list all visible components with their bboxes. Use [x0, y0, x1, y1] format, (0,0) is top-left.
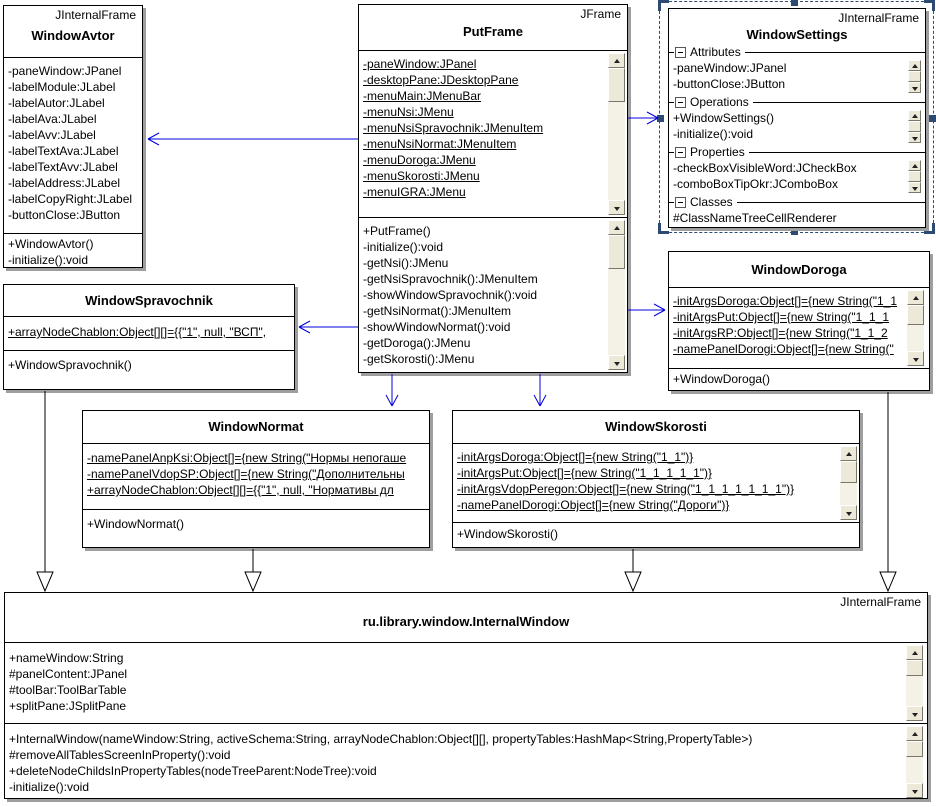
- method-row: +InternalWindow(nameWindow:String, activeSchema:String, arrayNodeChablon:Object[][], propertyTables:HashMap<String,PropertyTable>): [9, 732, 753, 746]
- class-box-internalwindow[interactable]: [4, 592, 928, 799]
- attribute-row: -menuNsiSpravochnik:JMenuItem: [363, 121, 544, 135]
- attribute-row: -menuIGRA:JMenu: [363, 185, 466, 199]
- generalization-windowspravochnik-to-internalwindow[interactable]: [37, 391, 53, 591]
- scroll-thumb[interactable]: [608, 235, 625, 269]
- scroll-thumb[interactable]: [908, 121, 921, 132]
- class-title: WindowNormat: [208, 419, 304, 434]
- scroll-thumb[interactable]: [907, 305, 924, 325]
- selection-handle-top[interactable]: [791, 0, 798, 6]
- attribute-row: -paneWindow:JPanel: [673, 61, 787, 75]
- dependency-arrow-putframe-to-windowsettings[interactable]: [628, 112, 658, 124]
- attribute-row: -desktopPane:JDesktopPane: [363, 73, 519, 87]
- scroll-up-button[interactable]: [608, 220, 625, 235]
- method-row: +WindowAvtor(): [8, 237, 94, 251]
- scroll-up-button[interactable]: [908, 160, 921, 171]
- attribute-row: -initArgsRP:Object[]={new String("1_1_2: [673, 326, 888, 340]
- scroll-down-button[interactable]: [908, 132, 921, 143]
- scroll-down-button[interactable]: [906, 783, 923, 798]
- scroll-up-button[interactable]: [908, 60, 921, 71]
- attribute-row: -menuDoroga:JMenu: [363, 153, 476, 167]
- attribute-row: -menuSkorosti:JMenu: [363, 169, 480, 183]
- scroll-track[interactable]: [840, 483, 857, 505]
- attribute-row: -initArgsDoroga:Object[]={new String("1_1")}: [457, 450, 694, 464]
- attribute-row: -labelTextAvv:JLabel: [8, 160, 118, 174]
- class-title: WindowSettings: [746, 27, 848, 42]
- collapse-minus-icon[interactable]: [675, 47, 686, 58]
- attribute-row: -paneWindow:JPanel: [363, 57, 477, 71]
- vertical-scrollbar[interactable]: [908, 60, 921, 92]
- attribute-row: -menuNsi:JMenu: [363, 105, 454, 119]
- attribute-row: +splitPane:JSplitPane: [9, 699, 127, 713]
- dependency-arrow-putframe-to-windowspravochnik[interactable]: [299, 321, 358, 333]
- attribute-row: -namePanelDorogi:Object[]={new String("Дороги")}: [457, 498, 730, 512]
- method-row: -showWindowSpravochnik():void: [363, 288, 538, 302]
- method-row: +WindowSpravochnik(): [8, 358, 132, 372]
- method-row: +PutFrame(): [363, 224, 431, 238]
- vertical-scrollbar[interactable]: [608, 53, 625, 215]
- method-row: -initialize():void: [673, 127, 754, 141]
- attribute-row: -menuNsiNormat:JMenuItem: [363, 137, 517, 151]
- generalization-windownormat-to-internalwindow[interactable]: [245, 549, 261, 591]
- attribute-row: +nameWindow:String: [9, 651, 124, 665]
- class-box-windownormat[interactable]: [82, 410, 430, 548]
- tree-section-header-attributes: [669, 44, 925, 60]
- tree-section-header-operations: [669, 94, 925, 110]
- attribute-row: -labelAutor:JLabel: [8, 96, 105, 110]
- attribute-row: -labelModule:JLabel: [8, 80, 116, 94]
- class-title: ru.library.window.InternalWindow: [362, 614, 570, 629]
- attribute-row: -labelCopyRight:JLabel: [8, 192, 133, 206]
- collapse-minus-icon[interactable]: [675, 97, 686, 108]
- tree-section-header-classes: [669, 194, 925, 210]
- attribute-row: -buttonClose:JButton: [673, 77, 786, 91]
- section-label: Classes: [690, 195, 733, 209]
- stereotype-label: JInternalFrame: [55, 8, 136, 22]
- class-title: WindowDoroga: [751, 261, 847, 277]
- scroll-thumb[interactable]: [840, 461, 857, 483]
- generalization-windowskorosti-to-internalwindow[interactable]: [625, 549, 641, 591]
- attribute-row: -paneWindow:JPanel: [8, 64, 122, 78]
- scroll-down-button[interactable]: [608, 200, 625, 215]
- attribute-row: -namePanelVdopSP:Object[]={new String("Дополнительны: [87, 467, 405, 481]
- attribute-row: -initArgsPut:Object[]={new String("1_1_1: [673, 310, 890, 324]
- class-box-windowspravochnik[interactable]: [3, 284, 295, 390]
- attribute-row: -initArgsPut:Object[]={new String("1_1_1_1_1")}: [457, 466, 712, 480]
- vertical-scrollbar[interactable]: [608, 220, 625, 370]
- property-row: -checkBoxVisibleWord:JCheckBox: [673, 161, 857, 175]
- collapse-minus-icon[interactable]: [675, 147, 686, 158]
- attribute-row: -labelAddress:JLabel: [8, 176, 121, 190]
- method-row: -initialize():void: [9, 780, 90, 794]
- stereotype-label: JInternalFrame: [838, 11, 919, 25]
- vertical-scrollbar[interactable]: [906, 645, 923, 721]
- class-box-windowdoroga[interactable]: [668, 251, 930, 391]
- scroll-track[interactable]: [608, 102, 625, 200]
- scroll-up-button[interactable]: [907, 290, 924, 305]
- scroll-down-button[interactable]: [840, 505, 857, 520]
- vertical-scrollbar[interactable]: [840, 446, 857, 520]
- dependency-arrow-putframe-to-windownormat[interactable]: [386, 374, 398, 406]
- class-box-putframe[interactable]: [358, 4, 628, 373]
- scroll-track[interactable]: [906, 757, 923, 783]
- section-label: Operations: [690, 95, 749, 109]
- scroll-thumb[interactable]: [906, 741, 923, 757]
- attribute-row: +arrayNodeChablon:Object[][]={{"1", null, "Нормативы дл: [87, 483, 394, 497]
- method-row: -getDoroga():JMenu: [363, 336, 471, 350]
- scroll-thumb[interactable]: [908, 71, 921, 82]
- method-row: #removeAllTablesScreenInProperty():void: [9, 748, 231, 762]
- attribute-row: -namePanelDorogi:Object[]={new String(": [673, 342, 894, 356]
- section-label: Attributes: [690, 45, 741, 59]
- attribute-row: -initArgsDoroga:Object[]={new String("1_1: [673, 294, 898, 308]
- class-title: WindowSpravochnik: [85, 292, 213, 308]
- scroll-track[interactable]: [906, 676, 923, 706]
- dependency-arrow-putframe-to-windowskorosti[interactable]: [534, 374, 546, 406]
- class-box-windowskorosti[interactable]: [452, 410, 860, 548]
- scroll-down-button[interactable]: [907, 351, 924, 366]
- class-row: #ClassNameTreeCellRenderer: [673, 211, 837, 225]
- method-row: -getSkorosti():JMenu: [363, 352, 475, 366]
- class-title: WindowSkorosti: [605, 419, 707, 434]
- method-row: +WindowDoroga(): [673, 372, 771, 386]
- scroll-up-button[interactable]: [840, 446, 857, 461]
- selection-handle-left[interactable]: [657, 115, 664, 122]
- attribute-row: #panelContent:JPanel: [9, 667, 128, 681]
- method-row: -getNsiSpravochnik():JMenuItem: [363, 272, 538, 286]
- tree-section-header-properties: [669, 144, 925, 160]
- method-row: -showWindowNormat():void: [363, 320, 511, 334]
- method-row: -getNsiNormat():JMenuItem: [363, 304, 512, 318]
- attribute-row: -labelAvv:JLabel: [8, 128, 96, 142]
- class-title: WindowAvtor: [31, 28, 115, 43]
- section-label: Properties: [690, 145, 745, 159]
- stereotype-label: JFrame: [580, 7, 621, 21]
- dependency-arrow-putframe-to-windowdoroga[interactable]: [628, 304, 665, 316]
- attribute-row: -menuMain:JMenuBar: [363, 89, 482, 103]
- method-row: +WindowSkorosti(): [457, 527, 559, 541]
- method-row: +WindowSettings(): [673, 111, 775, 125]
- vertical-scrollbar[interactable]: [906, 726, 923, 798]
- scroll-up-button[interactable]: [908, 110, 921, 121]
- class-title: PutFrame: [463, 24, 523, 39]
- vertical-scrollbar[interactable]: [908, 110, 921, 142]
- attribute-row: -initArgsVdopPeregon:Object[]={new String("1_1_1_1_1_1_1")}: [457, 482, 795, 496]
- attribute-row: +arrayNodeChablon:Object[][]={{"1", null, "ВСП",: [8, 325, 267, 339]
- vertical-scrollbar[interactable]: [907, 290, 924, 366]
- selection-handle-right[interactable]: [929, 115, 936, 122]
- class-box-windowavtor[interactable]: [3, 5, 143, 268]
- scroll-thumb[interactable]: [608, 68, 625, 102]
- attribute-row: -buttonClose:JButton: [8, 208, 121, 222]
- attribute-row: #toolBar:ToolBarTable: [9, 683, 127, 697]
- class-box-windowsettings[interactable]: [668, 8, 926, 228]
- scroll-down-button[interactable]: [908, 82, 921, 93]
- scroll-thumb[interactable]: [906, 660, 923, 676]
- scroll-track[interactable]: [608, 269, 625, 355]
- attribute-row: -labelTextAva:JLabel: [8, 144, 119, 158]
- scroll-up-button[interactable]: [608, 53, 625, 68]
- property-row: -comboBoxTipOkr:JComboBox: [673, 177, 838, 191]
- attribute-row: -namePanelAnpKsi:Object[]={new String("Нормы непогаше: [87, 451, 407, 465]
- method-row: -initialize():void: [8, 253, 89, 267]
- scroll-down-button[interactable]: [908, 182, 921, 193]
- method-row: +deleteNodeChildsInPropertyTables(nodeTreeParent:NodeTree):void: [9, 764, 377, 778]
- method-row: -initialize():void: [363, 240, 444, 254]
- vertical-scrollbar[interactable]: [908, 160, 921, 192]
- scroll-track[interactable]: [907, 325, 924, 351]
- dependency-arrow-putframe-to-windowavtor[interactable]: [148, 133, 358, 145]
- generalization-windowdoroga-to-internalwindow[interactable]: [880, 392, 896, 591]
- collapse-minus-icon[interactable]: [675, 197, 686, 208]
- attribute-row: -labelAva:JLabel: [8, 112, 97, 126]
- selection-handle-bottom[interactable]: [791, 228, 798, 235]
- scroll-up-button[interactable]: [906, 726, 923, 741]
- stereotype-label: JInternalFrame: [840, 595, 921, 609]
- method-row: -getNsi():JMenu: [363, 256, 449, 270]
- scroll-down-button[interactable]: [906, 706, 923, 721]
- scroll-down-button[interactable]: [608, 355, 625, 370]
- scroll-up-button[interactable]: [906, 645, 923, 660]
- scroll-thumb[interactable]: [908, 171, 921, 182]
- method-row: +WindowNormat(): [87, 517, 185, 531]
